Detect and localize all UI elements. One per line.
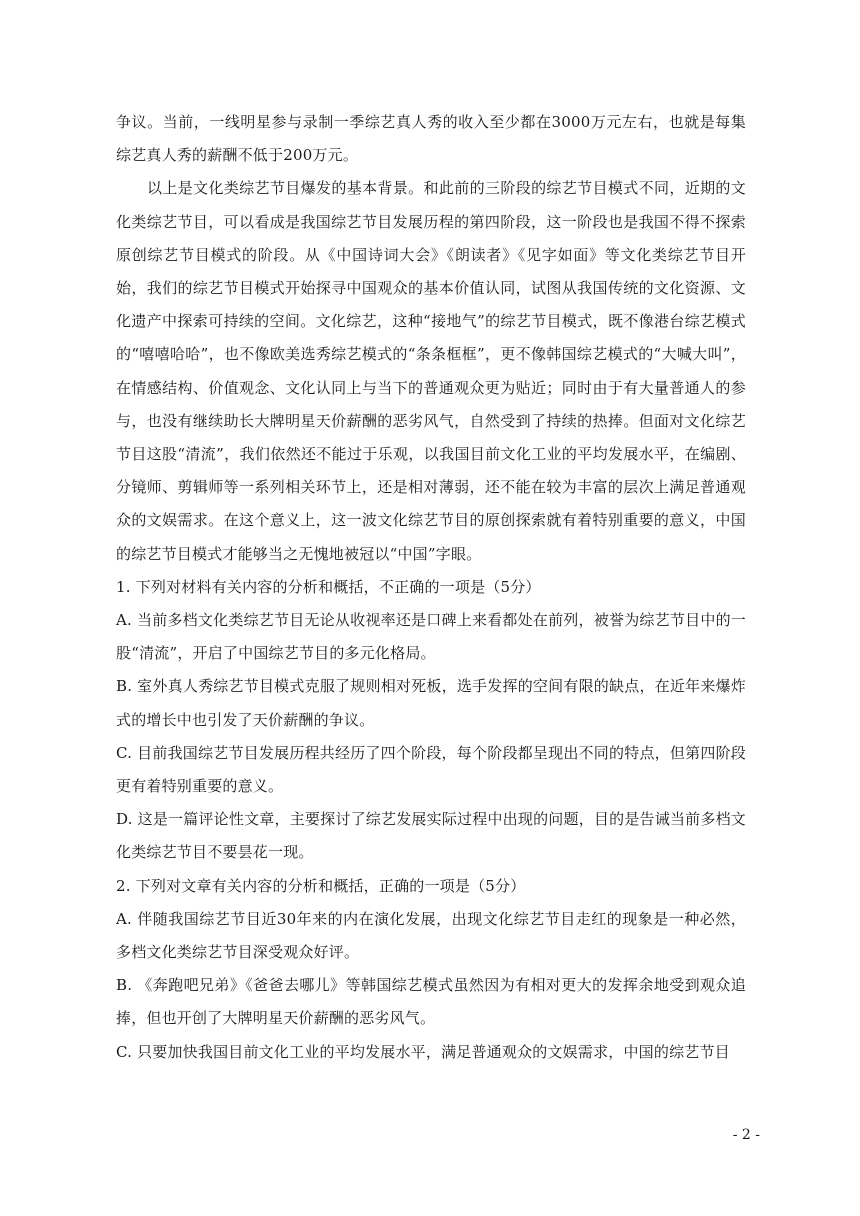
page-content xyxy=(116,106,746,1069)
question-2-option-a: A. 伴随我国综艺节目近30年来的内在演化发展，出现文化综艺节目走红的现象是一种必然，多档文化类综艺节目深受观众好评。 xyxy=(116,909,746,962)
question-1 xyxy=(116,571,746,870)
question-1-option-a: A. 当前多档文化类综艺节目无论从收视率还是口碑上来看都处在前列，被誉为综艺节目中的一股“清流”，开启了中国综艺节目的多元化格局。 xyxy=(116,611,746,663)
question-2-option-c: C. 只要加快我国目前文化工业的平均发展水平，满足普通观众的文娱需求，中国的综艺节目 xyxy=(116,1042,730,1061)
question-1-option-d: D. 这是一篇评论性文章，主要探讨了综艺发展实际过程中出现的问题，目的是告诫当前多档文化类综艺节目不要昙花一现。 xyxy=(116,810,746,862)
question-1-option-c: C. 目前我国综艺节目发展历程共经历了四个阶段，每个阶段都呈现出不同的特点，但第四阶段更有着特别重要的意义。 xyxy=(116,743,746,796)
page-number: - 2 - xyxy=(732,1127,760,1143)
question-1-option-b: B. 室外真人秀综艺节目模式克服了规则相对死板，选手发挥的空间有限的缺点，在近年来爆炸式的增长中也引发了天价薪酬的争议。 xyxy=(116,677,746,729)
paragraph-1: 争议。当前，一线明星参与录制一季综艺真人秀的收入至少都在3000万元左右，也就是每集综艺真人秀的薪酬不低于200万元。 xyxy=(116,113,746,165)
paragraph-2: 以上是文化类综艺节目爆发的基本背景。和此前的三阶段的综艺节目模式不同，近期的文化类综艺节目，可以看成是我国综艺节目发展历程的第四阶段，这一阶段也是我国不得不探索原创综艺节目模式的阶段。从《中国诗词大会》《朗读者》《见字如面》等文化类综艺节目开始，我们的综艺节目模式开始探寻中国观众的基本价值认同，试图从我国传统的文化资源、文化遗产中探索可持续的空间。文化综艺，这种“接地气”的综艺节目模式，既不像港台综艺模式的“嘻嘻哈哈”，也不像欧美选秀综艺模式的“条条框框”，更不像韩国综艺模式的“大喊大叫”，在情感结构、价值观念、文化认同上与当下的普通观众更为贴近；同时由于有大量普通人的参与，也没有继续助长大牌明星天价薪酬的恶劣风气，自然受到了持续的热捧。但面对文化综艺节目这股“清流”，我们依然还不能过于乐观，以我国目前文化工业的平均发展水平，在编剧、分镜师、剪辑师等一系列相关环节上，还是相对薄弱，还不能在较为丰富的层次上满足普通观众的文娱需求。在这个意义上，这一波文化综艺节目的原创探索就有着特别重要的意义，中国的综艺节目模式才能够当之无愧地被冠以“中国”字眼。 xyxy=(116,179,746,563)
question-2-option-b: B. 《奔跑吧兄弟》《爸爸去哪儿》等韩国综艺模式虽然因为有相对更大的发挥余地受到观众追捧，但也开创了大牌明星天价薪酬的恶劣风气。 xyxy=(116,976,746,1028)
question-2-stem: 2. 下列对文章有关内容的分析和概括，正确的一项是（5分） xyxy=(116,876,526,895)
question-2 xyxy=(116,870,746,1069)
question-1-stem: 1. 下列对材料有关内容的分析和概括，不正确的一项是（5分） xyxy=(116,577,541,596)
